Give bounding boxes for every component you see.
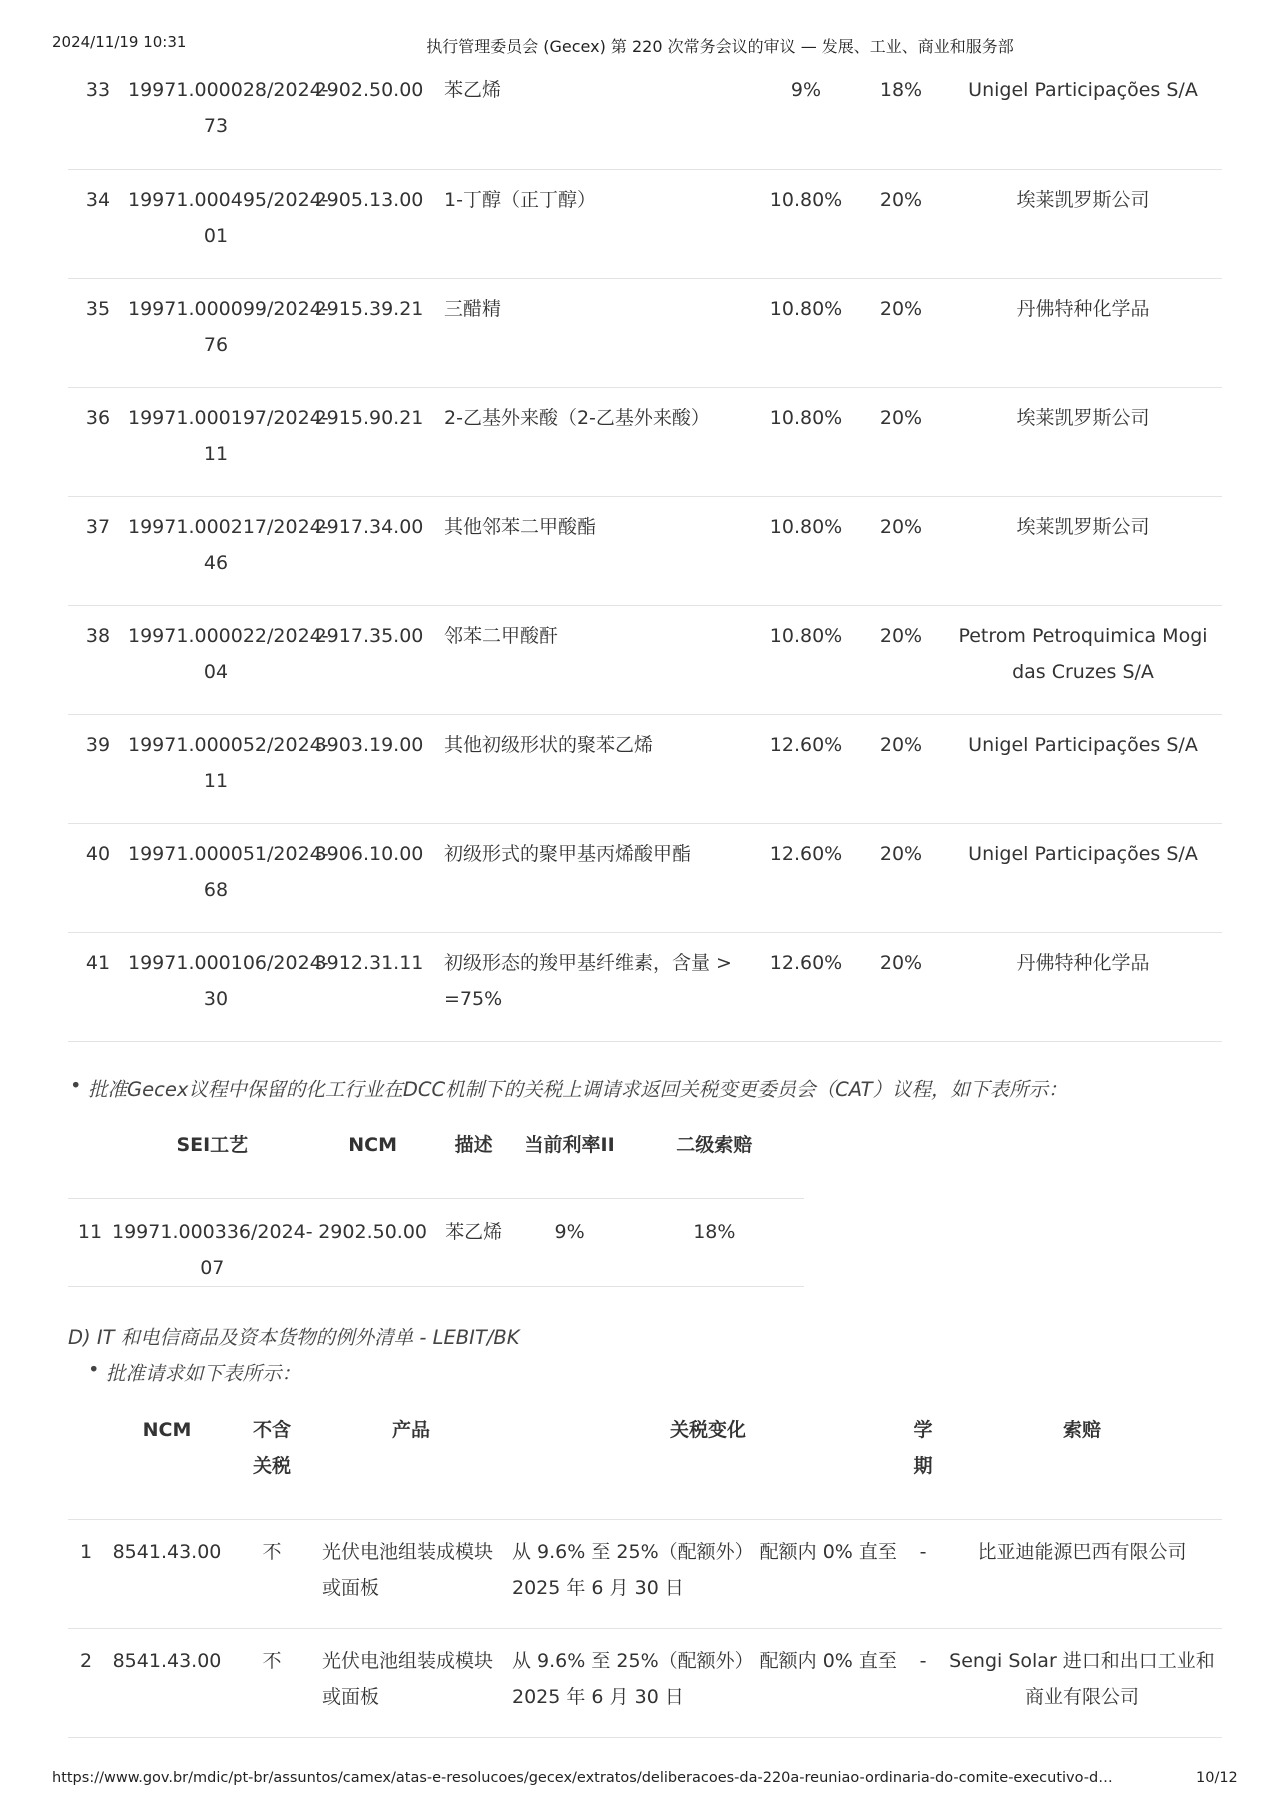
row-number: 34	[85, 188, 111, 211]
footer-url: https://www.gov.br/mdic/pt-br/assuntos/camex/atas-e-resolucoes/gecex/extratos/deliberacoes-da-220a-reuniao-ordinaria-do-comite-executivo-d…	[52, 1770, 1113, 1786]
ex-tariff: 不	[262, 1649, 282, 1672]
product-description: 其他初级形状的聚苯乙烯	[444, 733, 654, 756]
sei-process: 19971.000022/2024-04	[128, 624, 329, 683]
row-number: 1	[79, 1540, 93, 1563]
requested-rate: 20%	[879, 951, 923, 974]
company-name: 埃莱凯罗斯公司	[1016, 406, 1150, 429]
claimant: Sengi Solar 进口和出口工业和商业有限公司	[949, 1649, 1215, 1708]
table-row	[68, 387, 1222, 496]
col-header-ncm: NCM	[142, 1419, 192, 1441]
sei-process: 19971.000336/2024-07	[112, 1220, 313, 1279]
row-number: 38	[85, 624, 111, 647]
current-rate: 9%	[790, 79, 822, 101]
ncm-code: 2915.90.21	[314, 406, 424, 429]
section-d-heading: D) IT 和电信商品及资本货物的例外清单 - LEBIT/BK	[68, 1326, 520, 1349]
company-name: 埃莱凯罗斯公司	[1016, 515, 1150, 538]
table-row	[68, 60, 1222, 169]
company-name: 丹佛特种化学品	[1016, 951, 1150, 974]
current-rate: 10.80%	[769, 624, 843, 647]
product-description: 三醋精	[444, 297, 502, 320]
col-header-num	[68, 1113, 112, 1198]
row-number: 37	[85, 515, 111, 538]
col-header-change: 关税变化	[669, 1419, 746, 1441]
ncm-code: 2902.50.00	[318, 1220, 428, 1243]
approve-requests-bullet: • 批准请求如下表所示：	[106, 1358, 301, 1386]
table-row	[68, 605, 1222, 714]
company-name: Unigel Participações S/A	[968, 79, 1198, 101]
table-row	[68, 714, 1222, 823]
claimant: 比亚迪能源巴西有限公司	[977, 1540, 1187, 1563]
ncm-code: 3912.31.11	[314, 951, 424, 974]
table-header-row	[68, 1398, 1222, 1519]
current-rate: 12.60%	[769, 951, 843, 974]
col-header-current: 当前利率II	[524, 1134, 615, 1156]
row-number: 33	[85, 79, 111, 101]
requested-rate: 20%	[879, 624, 923, 647]
product-description: 初级形式的聚甲基丙烯酸甲酯	[444, 842, 692, 865]
company-name: Unigel Participações S/A	[968, 842, 1198, 865]
row-number: 35	[85, 297, 111, 320]
ncm-code: 2902.50.00	[314, 79, 424, 101]
col-header-num	[68, 1398, 104, 1519]
row-number: 39	[85, 733, 111, 756]
product-name: 光伏电池组装成模块或面板	[322, 1540, 494, 1599]
term: -	[919, 1540, 927, 1563]
product-description: 苯乙烯	[445, 1220, 503, 1243]
product-description: 2-乙基外来酸（2-乙基外来酸）	[444, 406, 710, 429]
current-rate: 12.60%	[769, 733, 843, 756]
sei-process: 19971.000495/2024-01	[128, 188, 329, 247]
table-row	[68, 278, 1222, 387]
requested-rate: 20%	[879, 188, 923, 211]
term: -	[919, 1649, 927, 1672]
sei-process: 19971.000099/2024-76	[128, 297, 329, 356]
table-row	[68, 169, 1222, 278]
col-header-desc: 描述	[454, 1134, 493, 1156]
sei-process: 19971.000197/2024-11	[128, 406, 329, 465]
col-header-ex: 不含关税	[252, 1419, 291, 1477]
table-row	[68, 496, 1222, 605]
table-row	[68, 823, 1222, 932]
page-header-title: 执行管理委员会 (Gecex) 第 220 次常务会议的审议 — 发展、工业、商业和服务部	[426, 37, 1014, 56]
cat-return-bullet: • 批准Gecex议程中保留的化工行业在DCC机制下的关税上调请求返回关税变更委员会（CAT）议程，如下表所示：	[88, 1074, 1068, 1102]
tariff-increase-table	[68, 60, 1222, 1042]
print-date: 2024/11/19 10:31	[52, 33, 187, 51]
ncm-code: 8541.43.00	[112, 1649, 222, 1672]
cat-return-table	[68, 1113, 804, 1287]
requested-rate: 18%	[879, 79, 923, 101]
row-number: 2	[79, 1649, 93, 1672]
tariff-change: 从 9.6% 至 25%（配额外） 配额内 0% 直至 2025 年 6 月 30 日	[512, 1540, 897, 1599]
ncm-code: 2917.34.00	[314, 515, 424, 538]
ncm-code: 3906.10.00	[314, 842, 424, 865]
row-number: 36	[85, 406, 111, 429]
tariff-change: 从 9.6% 至 25%（配额外） 配额内 0% 直至 2025 年 6 月 30 日	[512, 1649, 897, 1708]
ncm-code: 2905.13.00	[314, 188, 424, 211]
table-header-row	[68, 1113, 804, 1198]
requested-rate: 20%	[879, 406, 923, 429]
product-name: 光伏电池组装成模块或面板	[322, 1649, 494, 1708]
col-header-product: 产品	[391, 1419, 430, 1441]
sei-process: 19971.000217/2024-46	[128, 515, 329, 574]
product-description: 苯乙烯	[444, 79, 502, 101]
col-header-term: 学期	[913, 1419, 933, 1477]
product-description: 邻苯二甲酸酐	[444, 624, 559, 647]
requested-rate: 20%	[879, 515, 923, 538]
current-rate: 9%	[554, 1220, 585, 1243]
current-rate: 10.80%	[769, 188, 843, 211]
ncm-code: 2917.35.00	[314, 624, 424, 647]
sei-process: 19971.000106/2024-30	[128, 951, 329, 1010]
sei-process: 19971.000028/2024-73	[128, 79, 329, 137]
company-name: 埃莱凯罗斯公司	[1016, 188, 1150, 211]
ncm-code: 8541.43.00	[112, 1540, 222, 1563]
ncm-code: 2915.39.21	[314, 297, 424, 320]
col-header-claim: 二级索赔	[676, 1134, 753, 1156]
row-number: 40	[85, 842, 111, 865]
page-number: 10/12	[1196, 1770, 1238, 1786]
row-number: 41	[85, 951, 111, 974]
col-header-claim: 索赔	[1062, 1419, 1101, 1441]
table-row	[68, 1198, 804, 1286]
row-number: 11	[77, 1220, 103, 1243]
col-header-sei: SEI工艺	[176, 1134, 249, 1156]
company-name: 丹佛特种化学品	[1016, 297, 1150, 320]
ncm-code: 3903.19.00	[314, 733, 424, 756]
product-description: 初级形态的羧甲基纤维素，含量 > =75%	[444, 951, 732, 1010]
col-header-ncm: NCM	[348, 1134, 397, 1156]
sei-process: 19971.000052/2024-11	[128, 733, 329, 792]
company-name: Petrom Petroquimica Mogi das Cruzes S/A	[958, 624, 1208, 683]
product-description: 1-丁醇（正丁醇）	[444, 188, 596, 211]
company-name: Unigel Participações S/A	[968, 733, 1198, 756]
requested-rate: 20%	[879, 297, 923, 320]
ex-tariff: 不	[262, 1540, 282, 1563]
product-description: 其他邻苯二甲酸酯	[444, 515, 597, 538]
requested-rate: 20%	[879, 842, 923, 865]
lebit-bk-table	[68, 1398, 1222, 1738]
requested-rate: 20%	[879, 733, 923, 756]
sei-process: 19971.000051/2024-68	[128, 842, 329, 901]
current-rate: 10.80%	[769, 406, 843, 429]
current-rate: 10.80%	[769, 515, 843, 538]
table-row	[68, 1628, 1222, 1737]
current-rate: 10.80%	[769, 297, 843, 320]
current-rate: 12.60%	[769, 842, 843, 865]
table-row	[68, 1519, 1222, 1628]
table-row	[68, 932, 1222, 1041]
claimed-rate: 18%	[693, 1220, 736, 1243]
